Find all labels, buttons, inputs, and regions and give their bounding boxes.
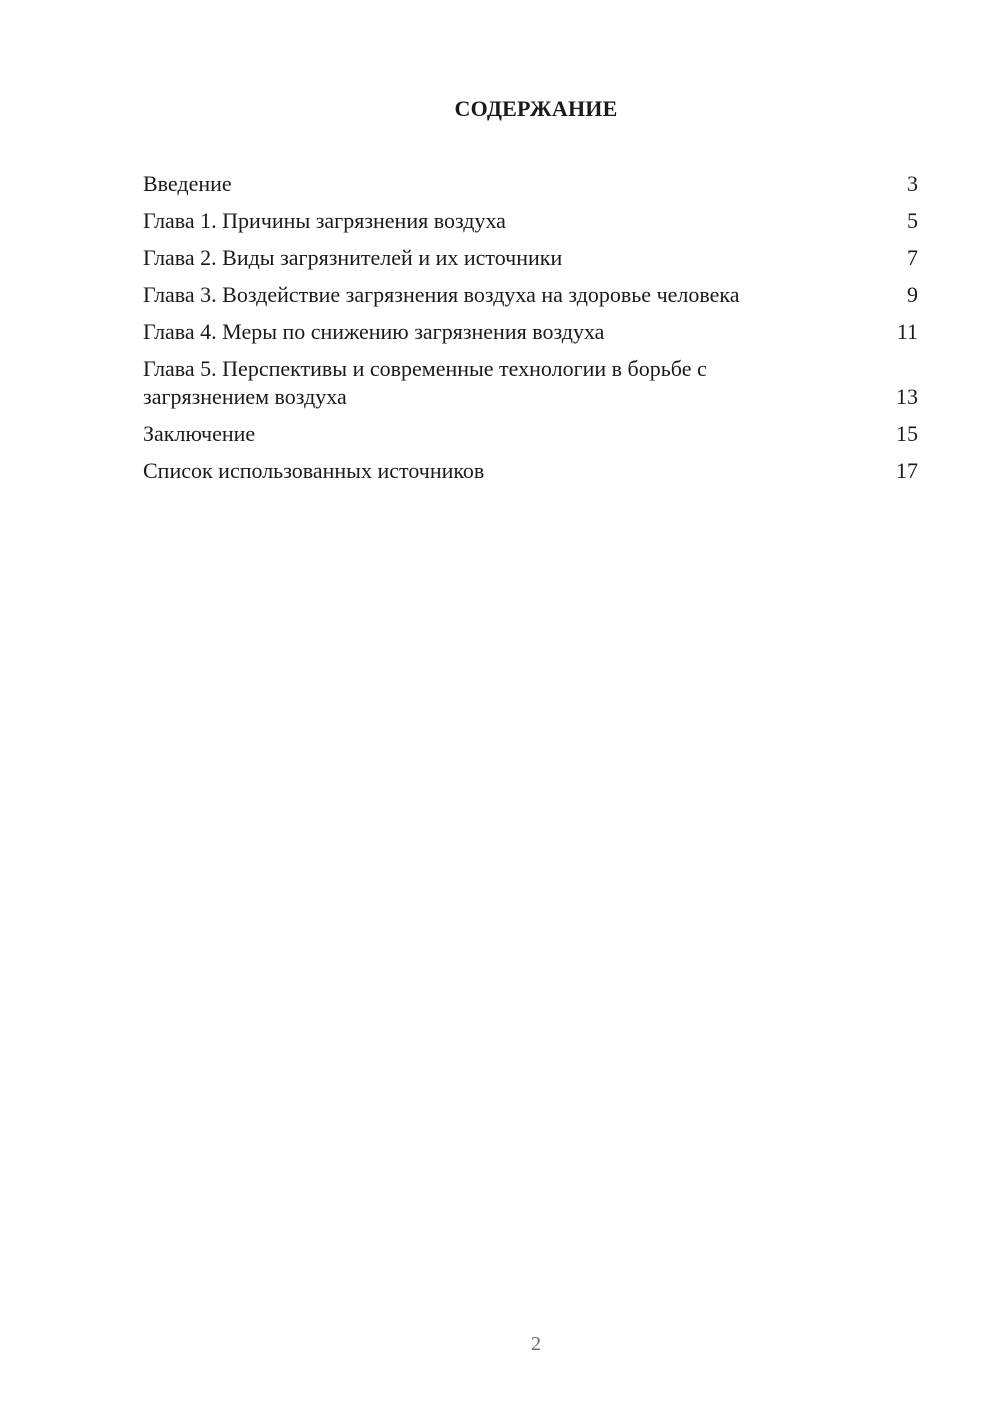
toc-entry-page: 3 <box>907 171 918 196</box>
toc-entry-label: Глава 4. Меры по снижению загрязнения воздуха <box>143 319 605 344</box>
toc-entry-label: Глава 1. Причины загрязнения воздуха <box>143 208 506 233</box>
toc-list <box>143 170 918 494</box>
toc-entry-page: 9 <box>907 282 918 307</box>
toc-entry-chapter-1 <box>143 207 918 235</box>
toc-entry-conclusion <box>143 420 918 448</box>
toc-entry-chapter-4 <box>143 318 918 346</box>
toc-entry-chapter-5 <box>143 355 918 411</box>
toc-entry-introduction <box>143 170 918 198</box>
toc-title: СОДЕРЖАНИЕ <box>454 96 618 121</box>
toc-entry-page: 11 <box>896 319 918 344</box>
toc-entry-page: 13 <box>896 384 918 409</box>
toc-entry-page: 7 <box>907 245 918 270</box>
toc-entry-chapter-2 <box>143 244 918 272</box>
toc-entry-label: Глава 2. Виды загрязнителей и их источники <box>143 245 563 270</box>
toc-entry-chapter-3 <box>143 281 918 309</box>
toc-entry-page: 15 <box>896 421 918 446</box>
page-number: 2 <box>531 1333 541 1355</box>
toc-entry-page: 17 <box>896 458 918 483</box>
toc-entry-label: Глава 5. Перспективы и современные технологии в борьбе с загрязнением воздуха <box>143 356 707 409</box>
toc-entry-label: Глава 3. Воздействие загрязнения воздуха на здоровье человека <box>143 282 740 307</box>
toc-entry-label: Введение <box>143 171 232 196</box>
toc-entry-label: Список использованных источников <box>143 458 485 483</box>
toc-entry-page: 5 <box>907 208 918 233</box>
toc-entry-references <box>143 457 918 485</box>
toc-entry-label: Заключение <box>143 421 256 446</box>
